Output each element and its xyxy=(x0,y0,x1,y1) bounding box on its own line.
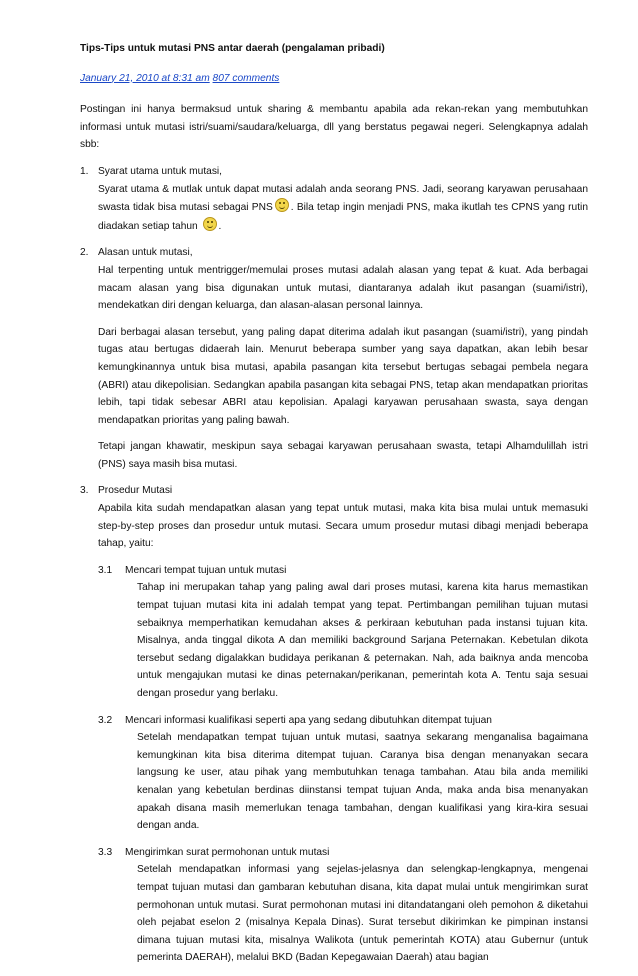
sub-item-paragraph: Tahap ini merupakan tahap yang paling awal dari proses mutasi, karena kita harus memastikan tempat tujuan mutasi kita ini adalah tempat yang tepat. Pertimbangan pemilihan tujuan mutasi sebaiknya memperhatikan kemudahan akses & perkiraan kebutuhan pada instansi tujuan kita. Misalnya, anda tinggal dikota A dan memiliki background Sarjana Peternakan. Kebetulan dikota tersebut sedang digalakkan budidaya perikanan & peternakan. Nah, ada baiknya anda mencoba untuk mengajukan mutasi ke dinas peternakan/perikanan, pemerintah kota A. Tentu saja sesuai dengan prosedur yang berlaku. xyxy=(137,582,588,699)
item-number: 2. xyxy=(80,247,89,259)
item-title: Prosedur Mutasi xyxy=(98,485,173,497)
item-title: Alasan untuk mutasi, xyxy=(98,247,193,259)
item-paragraph: Dari berbagai alasan tersebut, yang paling dapat diterima adalah ikut pasangan (suami/istri), yang pindah tugas atau bertugas didaerah lain. Menurut beberapa sumber yang saya dapatkan, akan lebih besar kemungkinannya untuk bisa mutasi, apabila pasangan kita tersebut bertugas sebagai pembela negara (ABRI) atau dikepolisian. Sedangkan apabila pasangan kita sebagai PNS, tetap akan mendapatkan prioritas lebih, tapi tidak sebesar ABRI atau kepolisian. Apalagi karyawan perusahaan swasta, saya dengan mendapatkan prioritas yang paling bawah. xyxy=(98,326,588,426)
item-paragraph: Hal terpenting untuk mentrigger/memulai proses mutasi adalah alasan yang tepat & kuat. Ada berbagai macam alasan yang bisa digunakan untuk mutasi, diantaranya adalah ikut pasangan (suami/istri), mendekatkan diri dengan keluarga, dan alasan-alasan personal lainnya. xyxy=(98,264,588,312)
page-title: Tips-Tips untuk mutasi PNS antar daerah (pengalaman pribadi) xyxy=(80,43,385,54)
item-paragraph: Apabila kita sudah mendapatkan alasan yang tepat untuk mutasi, maka kita bisa mulai untuk memasuki step-by-step proses dan prosedur untuk mutasi. Secara umum prosedur mutasi dibagi menjadi beberapa tahap, yaitu: xyxy=(98,503,588,550)
sub-item-number: 3.1 xyxy=(98,564,113,576)
list-item-1 xyxy=(80,163,588,235)
smiley-icon xyxy=(203,217,217,231)
item-paragraph xyxy=(98,181,588,236)
intro-paragraph: Postingan ini hanya bermaksud untuk sharing & membantu apabila ada rekan-rekan yang membutuhkan informasi untuk mutasi istri/suami/saudara/keluarga, dll yang berstatus pegawai negeri. Selengkapnya adalah sbb: xyxy=(80,104,588,151)
item-text-part: . Bila tetap ingin menjadi PNS, maka ikutlah tes CPNS yang rutin diadakan setiap tahun xyxy=(98,202,588,232)
list-item-3 xyxy=(80,482,588,966)
item-text-part: Syarat utama & mutlak untuk dapat mutasi adalah anda seorang PNS. Jadi, seorang karyawan perusahaan swasta tidak bisa mutasi sebagai PNS xyxy=(98,183,588,214)
sub-item-paragraph: Setelah mendapatkan informasi yang sejelas-jelasnya dan selengkap-lengkapnya, mengenai tempat tujuan mutasi dan gambaran kebutuhan disana, kita dapat mulai untuk mengirimkan surat permohonan untuk mutasi. Surat permohonan mutasi ini ditandatangani oleh pemohon & diketahui oleh pejabat eselon 2 (misalnya Kepala Dinas). Surat tersebut dikirimkan ke pimpinan instansi dimana tujuan mutasi kita, misalnya Walikota (untuk pemerintah KOTA) atau Gubernur (untuk pemerinta DAERAH), melalui BKD (Badan Kepegawaian Daerah) atau bagian xyxy=(137,864,588,964)
comments-link[interactable]: 807 comments xyxy=(212,72,280,84)
item-number: 1. xyxy=(80,165,89,177)
sub-item-title: Mengirimkan surat permohonan untuk mutasi xyxy=(125,846,330,858)
sub-item-number: 3.3 xyxy=(98,846,113,858)
item-number: 3. xyxy=(80,485,89,497)
item-title: Syarat utama untuk mutasi, xyxy=(98,165,223,177)
sub-item xyxy=(98,844,588,967)
post-meta xyxy=(80,70,588,88)
item-paragraph: Tetapi jangan khawatir, meskipun saya sebagai karyawan perusahaan swasta, tetapi Alhamdulillah istri (PNS) saya masih bisa mutasi. xyxy=(98,441,588,470)
sub-item-title: Mencari tempat tujuan untuk mutasi xyxy=(125,564,287,576)
sub-item-title: Mencari informasi kualifikasi seperti apa yang sedang dibutuhkan ditempat tujuan xyxy=(125,714,492,726)
sub-item xyxy=(98,562,588,703)
smiley-icon xyxy=(275,198,289,212)
post-date-link[interactable]: January 21, 2010 at 8:31 am xyxy=(80,72,210,84)
item-text-part: . xyxy=(218,220,222,232)
list-item-2 xyxy=(80,244,588,473)
sub-item xyxy=(98,712,588,835)
sub-item-paragraph: Setelah mendapatkan tempat tujuan untuk mutasi, saatnya sekarang menganalisa bagaimana kemungkinan kita bisa diterima ditempat tujuan. Caranya bisa dengan menanyakan secara langsung ke user, atau pihak yang membutuhkan tenaga tambahan. Atau bila anda memiliki kenalan yang kebetulan berdinas diinstansi tempat tujuan Anda, maka anda bisa menanyakan apakah disana masih memerlukan tenaga tambahan, dengan kualifikasi yang kira-kira sesuai dengan anda. xyxy=(137,732,588,832)
document-page xyxy=(80,40,588,976)
sub-item-number: 3.2 xyxy=(98,714,113,726)
